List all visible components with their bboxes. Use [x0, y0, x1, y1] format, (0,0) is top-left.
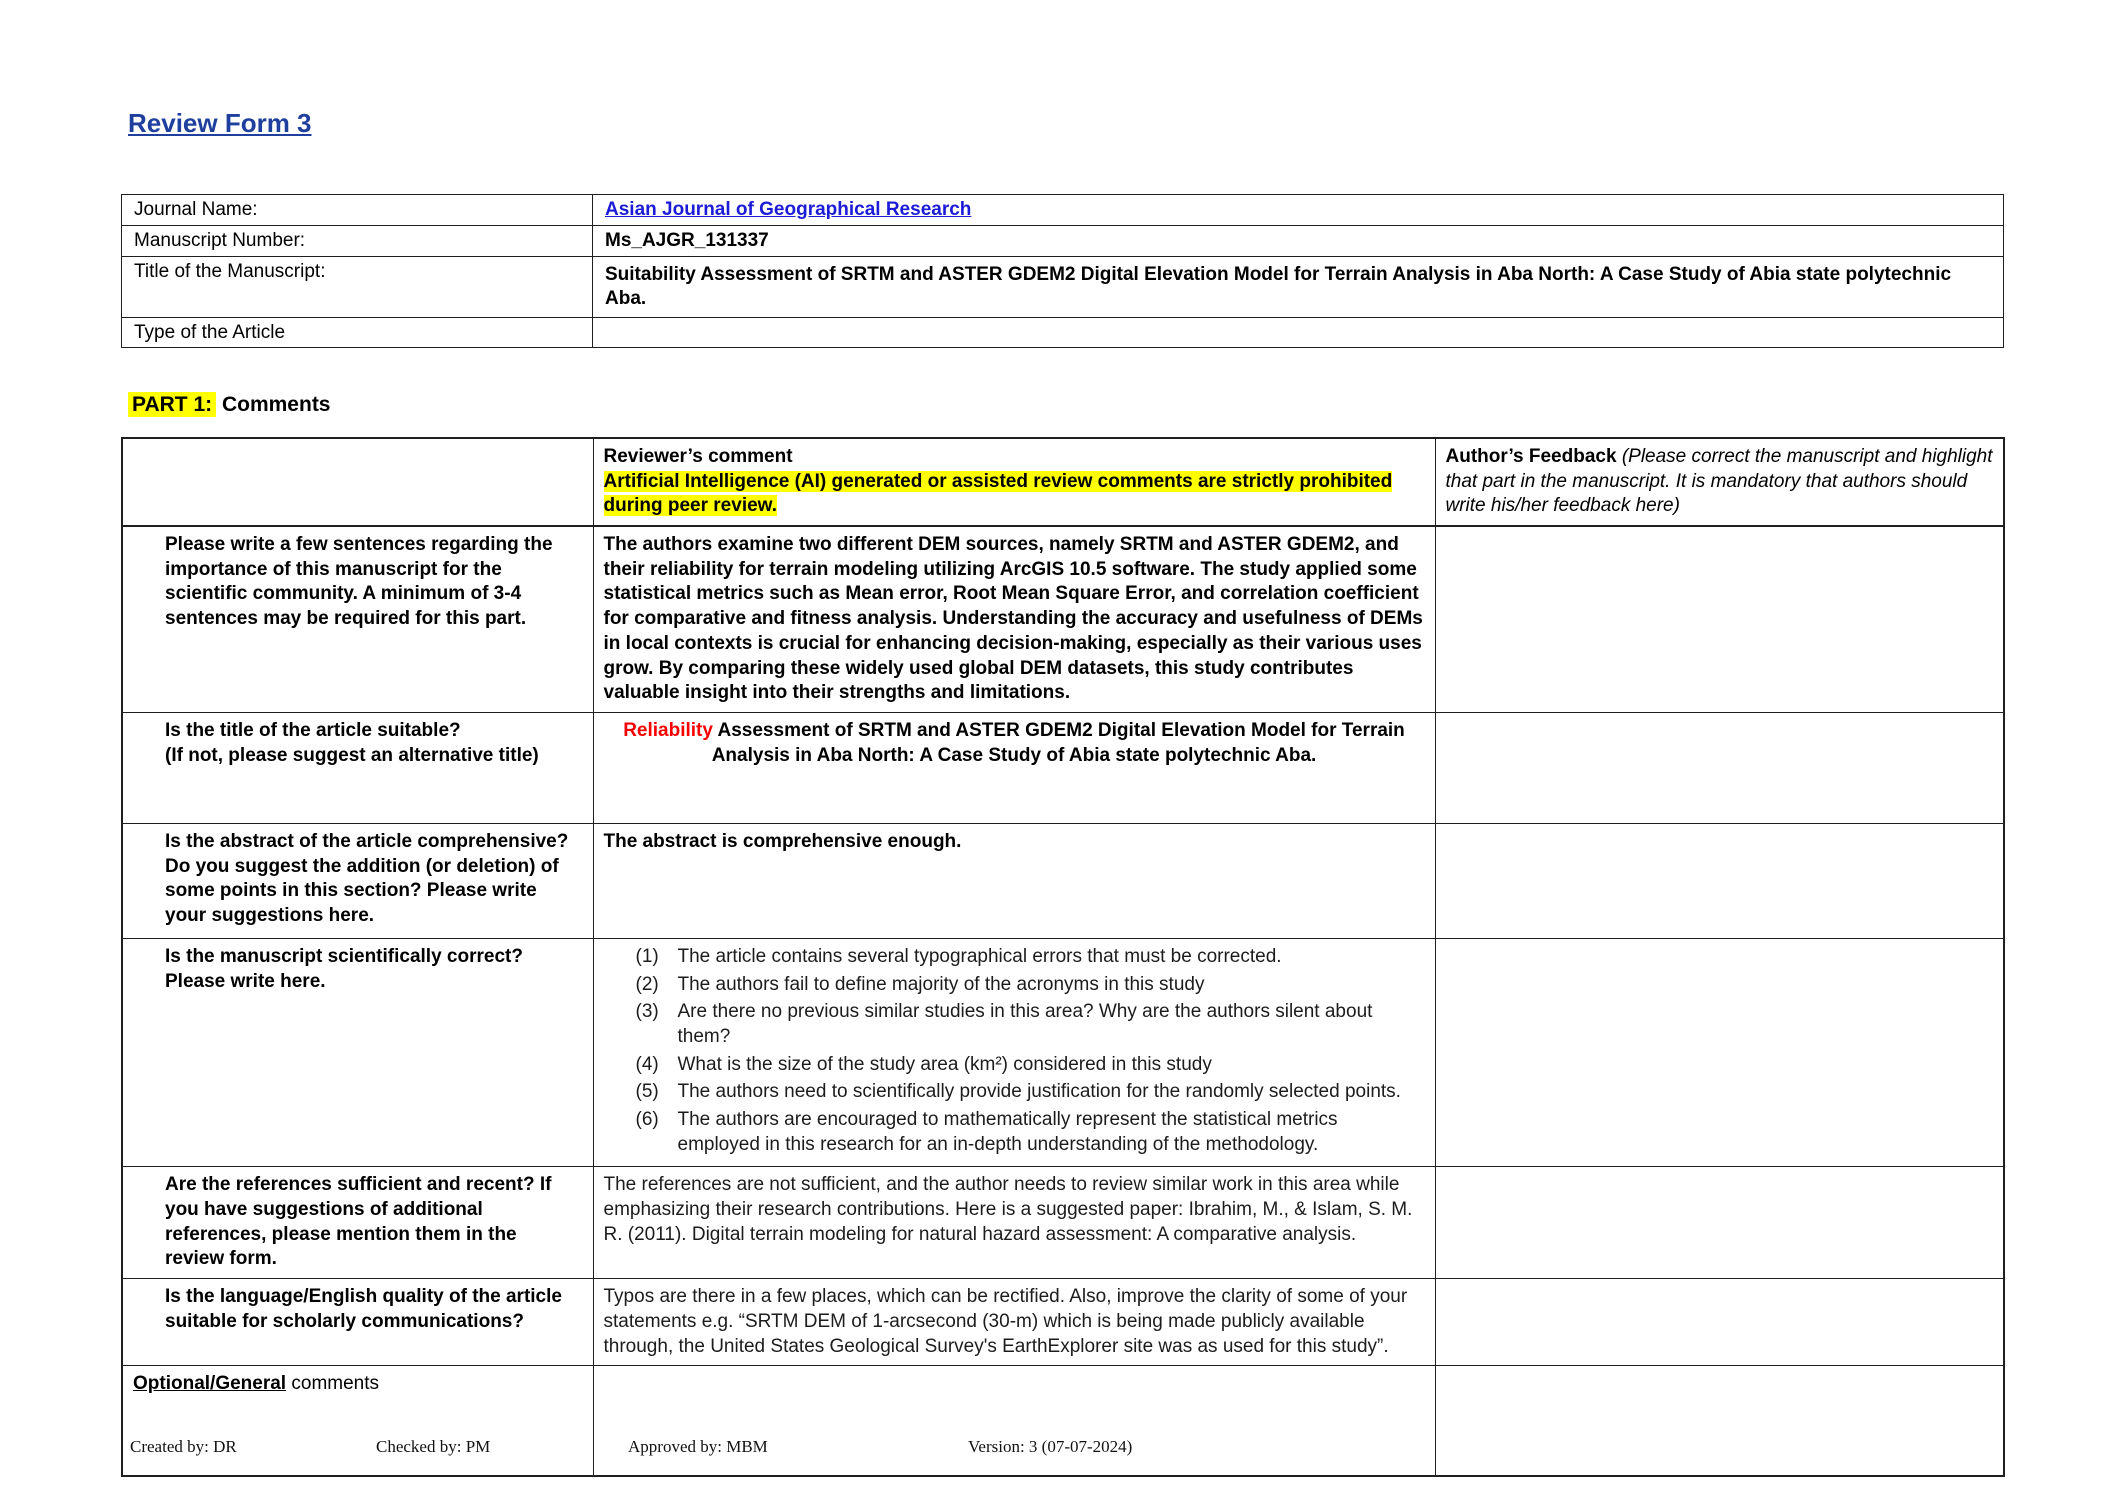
author-feedback-cell	[1435, 1279, 2004, 1366]
question-title-suitable: Is the title of the article suitable? (If not, please suggest an alternative title)	[122, 712, 593, 823]
manuscript-number-value: Ms_AJGR_131337	[593, 225, 2004, 256]
author-feedback-cell	[1435, 526, 2004, 712]
part1-highlight: PART 1:	[128, 392, 216, 417]
answer-scientific-correctness	[593, 938, 1435, 1167]
footer-created-by: Created by: DR	[130, 1437, 237, 1456]
list-item: (1) The article contains several typographical errors that must be corrected.	[635, 945, 1282, 967]
footer-checked-by: Checked by: PM	[376, 1437, 491, 1456]
manuscript-info-table	[121, 194, 2004, 348]
header-empty-cell	[122, 438, 593, 526]
article-type-value	[593, 317, 2004, 348]
answer-references: The references are not sufficient, and the author needs to review similar work in this area while emphasizing their research contributions. Here is a suggested paper: Ibrahim, M., & Islam, S. M. R. (2011). Digital terrain modeling for natural hazard assessment: A comparative analysis.	[593, 1167, 1435, 1279]
reviewer-comment-title: Reviewer’s comment	[603, 446, 793, 467]
question-scientific-correctness: Is the manuscript scientifically correct? Please write here.	[122, 938, 593, 1167]
answer-importance: The authors examine two different DEM sources, namely SRTM and ASTER GDEM2, and their reliability for terrain modeling utilizing ArcGIS 10.5 software. The study applied some statistical metrics such as Mean error, Root Mean Square Error, and correlation coefficient for comparative and fitness analysis. Understanding the accuracy and usefulness of DEMs in local contexts is crucial for enhancing decision-making, especially as their various uses grow. By comparing these widely used global DEM datasets, this study contributes valuable insight into their strengths and limitations.	[593, 526, 1435, 712]
answer-abstract: The abstract is comprehensive enough.	[593, 823, 1435, 938]
author-feedback-cell	[1435, 1167, 2004, 1279]
author-feedback-cell	[1435, 938, 2004, 1167]
review-comments-table	[121, 437, 2005, 1477]
list-item: (4) What is the size of the study area (km²) considered in this study	[635, 1053, 1212, 1075]
question-importance: Please write a few sentences regarding the importance of this manuscript for the scientific community. A minimum of 3-4 sentences may be required for this part.	[122, 526, 593, 712]
manuscript-number-label: Manuscript Number:	[122, 225, 593, 256]
answer-title-red-word: Reliability	[623, 719, 713, 741]
reviewer-comment-header	[593, 438, 1435, 526]
author-feedback-header	[1435, 438, 2004, 526]
ai-policy-notice: Artificial Intelligence (AI) generated or assisted review comments are strictly prohibited during peer review.	[603, 470, 1393, 517]
author-feedback-title: Author’s Feedback	[1445, 446, 1617, 467]
manuscript-title-label: Title of the Manuscript:	[122, 256, 593, 317]
page-title: Review Form 3	[128, 108, 312, 138]
list-item: (5) The authors need to scientifically provide justification for the randomly selected points.	[635, 1081, 1401, 1103]
manuscript-title-value: Suitability Assessment of SRTM and ASTER GDEM2 Digital Elevation Model for Terrain Analysis in Aba North: A Case Study of Abia state polytechnic Aba.	[593, 256, 2004, 317]
optional-general-comments-cell	[593, 1366, 1435, 1476]
list-item: (2) The authors fail to define majority of the acronyms in this study	[635, 973, 1205, 995]
article-type-label: Type of the Article	[122, 317, 593, 348]
author-feedback-cell	[1435, 823, 2004, 938]
journal-name-label: Journal Name:	[122, 195, 593, 226]
list-item: (3) Are there no previous similar studies in this area? Why are the authors silent about them?	[635, 1001, 1373, 1047]
part1-label: Comments	[221, 393, 331, 416]
optional-general-comments-label: Optional/General comments	[122, 1366, 593, 1476]
footer-approved-by: Approved by: MBM	[628, 1437, 768, 1456]
list-item: (6) The authors are encouraged to mathematically represent the statistical metrics employed in this research for an in-depth understanding of the methodology.	[635, 1109, 1338, 1155]
author-feedback-note: (Please correct the manuscript and highlight that part in the manuscript. It is mandatory that authors should write his/her feedback here)	[1445, 446, 1993, 517]
journal-name-link[interactable]: Asian Journal of Geographical Research	[605, 199, 972, 220]
answer-language-quality: Typos are there in a few places, which can be rectified. Also, improve the clarity of some of your statements e.g. “SRTM DEM of 1-arcsecond (30-m) which is being made publicly available through, the United States Geological Survey's EarthExplorer site was as used for this study”.	[593, 1279, 1435, 1366]
part1-heading	[128, 393, 331, 417]
author-feedback-cell	[1435, 1366, 2004, 1476]
question-language-quality: Is the language/English quality of the article suitable for scholarly communications?	[122, 1279, 593, 1366]
answer-title-suitable: Reliability Assessment of SRTM and ASTER GDEM2 Digital Elevation Model for Terrain Analysis in Aba North: A Case Study of Abia state polytechnic Aba.	[593, 712, 1435, 823]
author-feedback-cell	[1435, 712, 2004, 823]
question-abstract: Is the abstract of the article comprehensive? Do you suggest the addition (or deletion) of some points in this section? Please write your suggestions here.	[122, 823, 593, 938]
question-references: Are the references sufficient and recent? If you have suggestions of additional references, please mention them in the review form.	[122, 1167, 593, 1279]
footer-version: Version: 3 (07-07-2024)	[968, 1437, 1133, 1456]
